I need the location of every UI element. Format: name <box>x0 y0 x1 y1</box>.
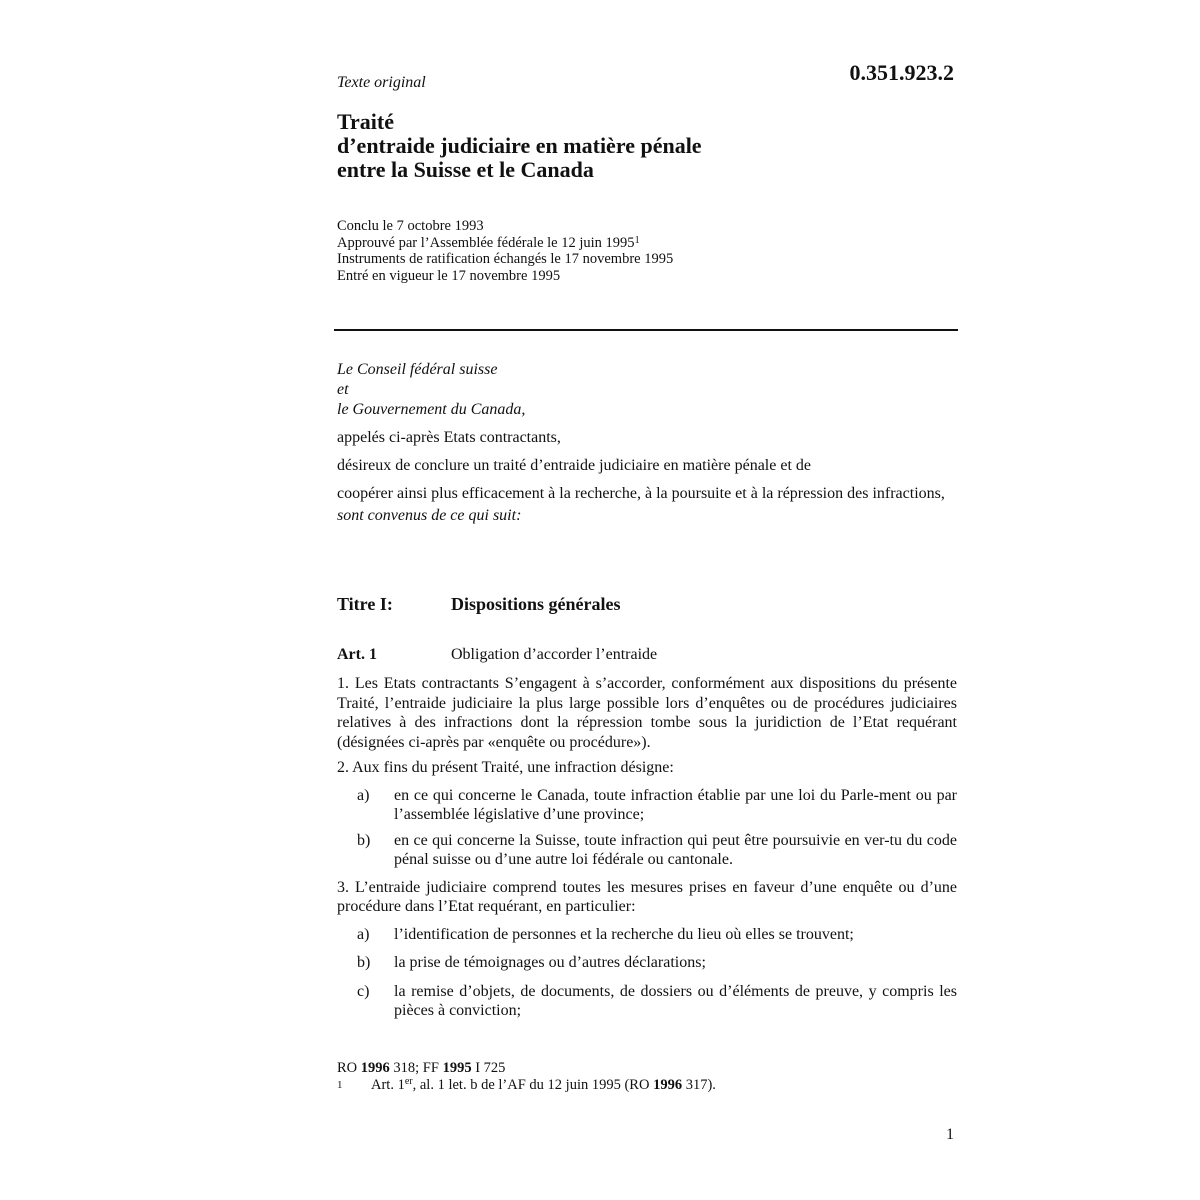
preamble-cooperer: coopérer ainsi plus efficacement à la recherche, à la poursuite et à la répression des infractions, <box>337 485 945 502</box>
document-title <box>337 110 702 182</box>
article-label: Art. 1 <box>337 646 377 663</box>
separator-rule <box>334 329 958 331</box>
list-text: en ce qui concerne le Canada, toute infraction établie par une loi du Parle-ment ou par l’assemblée législative d’une province; <box>394 786 957 823</box>
list-text: la prise de témoignages ou d’autres déclarations; <box>394 954 706 971</box>
title-line-1: Traité <box>337 109 395 134</box>
list-item <box>357 786 957 825</box>
list-text: en ce qui concerne la Suisse, toute infraction qui peut être poursuivie en ver-tu du code pénal suisse ou d’une autre loi fédérale ou cantonale. <box>394 831 957 868</box>
preamble-convenus: sont convenus de ce qui suit: <box>337 507 522 524</box>
footnote-number: 1 <box>337 1079 343 1091</box>
list-item <box>357 982 957 1021</box>
sr-number: 0.351.923.2 <box>849 60 954 85</box>
approuve-date: Approuvé par l’Assemblée fédérale le 12 juin 1995$^1$ <box>337 234 640 251</box>
publication-reference: RO 1996 318; FF 1995 I 725 <box>337 1060 506 1076</box>
party-switzerland: Le Conseil fédéral suisse <box>337 361 498 378</box>
list-text: la remise d’objets, de documents, de dossiers ou d’éléments de preuve, y compris les pièces à conviction; <box>394 982 957 1019</box>
title-line-3: entre la Suisse et le Canada <box>337 157 594 182</box>
list-item <box>357 925 957 945</box>
titre-text: Dispositions générales <box>451 594 621 614</box>
list-marker: c) <box>357 982 370 1000</box>
party-conjunction: et <box>337 381 349 398</box>
footnotes <box>337 1060 716 1094</box>
treaty-dates <box>337 218 673 284</box>
footnote-ref[interactable]: 1 <box>634 234 640 246</box>
instruments-date: Instruments de ratification échangés le 17 novembre 1995 <box>337 251 674 267</box>
preamble <box>337 360 957 526</box>
texte-original-label: Texte original <box>337 74 426 91</box>
article-heading <box>337 646 657 664</box>
preamble-appeles: appelés ci-après Etats contractants, <box>337 429 561 446</box>
footnote-text: Art. 1er, al. 1 let. b de l’AF du 12 juin 1995 (RO 1996 317). <box>371 1076 716 1093</box>
titre-heading <box>337 594 621 615</box>
list-marker: a) <box>357 925 370 943</box>
preamble-desireux: désireux de conclure un traité d’entraide judiciaire en matière pénale et de <box>337 457 811 474</box>
list-item <box>357 953 957 973</box>
title-line-2: d’entraide judiciaire en matière pénale <box>337 133 702 158</box>
list-text: l’identification de personnes et la recherche du lieu où elles se trouvent; <box>394 925 854 943</box>
page-number: 1 <box>946 1126 954 1143</box>
footnote-1 <box>337 1077 716 1094</box>
article-body <box>337 674 957 1021</box>
list-marker: b) <box>357 954 371 971</box>
conclu-date: Conclu le 7 octobre 1993 <box>337 218 484 234</box>
article-title: Obligation d’accorder l’entraide <box>451 646 658 663</box>
article-para-3: 3. L’entraide judiciaire comprend toutes les mesures prises en faveur d’une enquête ou d’une procédure dans l’Etat requérant, en particulier: <box>337 878 957 915</box>
article-para-2: 2. Aux fins du présent Traité, une infraction désigne: <box>337 759 674 776</box>
list-marker: a) <box>357 786 370 804</box>
list-item <box>357 831 957 870</box>
titre-label: Titre I: <box>337 594 393 614</box>
list-marker: b) <box>357 831 371 849</box>
article-para-1: 1. Les Etats contractants S’engagent à s’accorder, conformément aux dispositions du présente Traité, l’entraide judiciaire la plus large possible lors d’enquêtes ou de procédures judiciaires relatives à des infractions dont la répression tombe sous la juridiction de l’Etat requérant (désignées ci-après par «enquête ou procédure»). <box>337 675 957 751</box>
document-page <box>337 0 957 1200</box>
party-canada: le Gouvernement du Canada, <box>337 401 526 418</box>
vigueur-date: Entré en vigueur le 17 novembre 1995 <box>337 267 561 284</box>
